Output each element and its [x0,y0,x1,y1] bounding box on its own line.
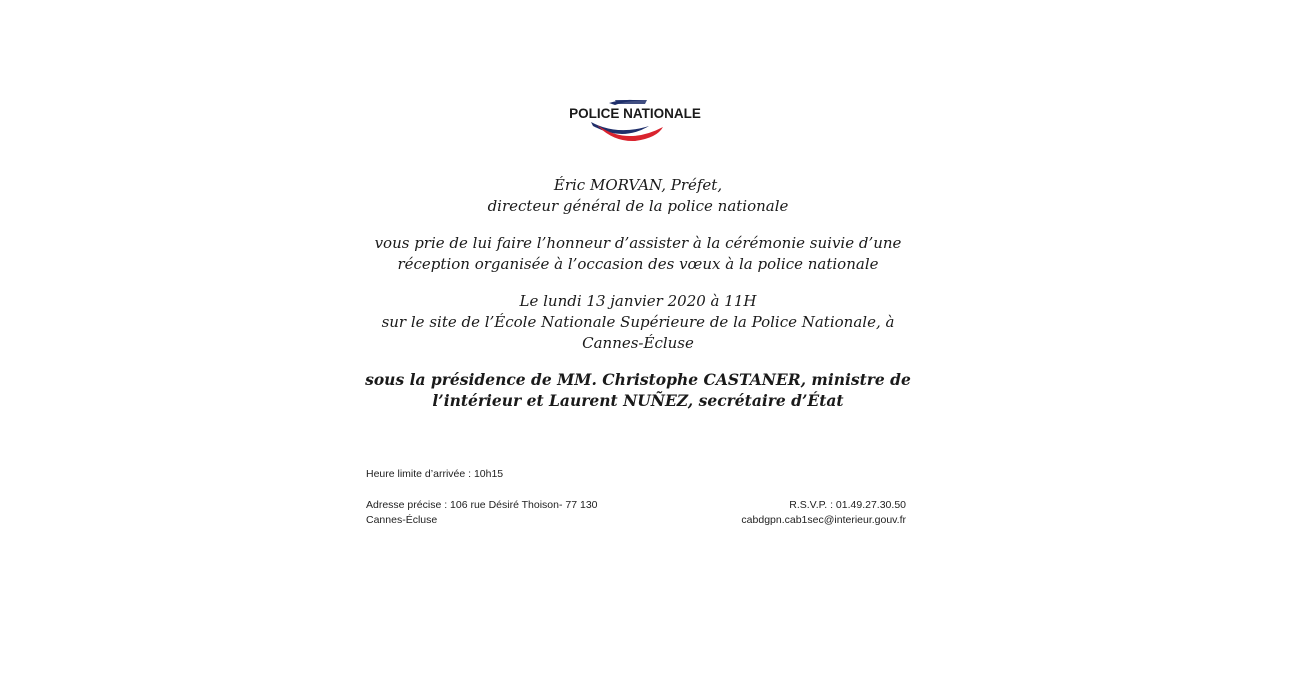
arrival-text: Heure limite d’arrivée : 10h15 [366,468,504,480]
address-section [366,498,598,528]
rsvp-section [741,498,906,528]
address-line-1: Adresse précise : 106 rue Désiré Thoison- 77 130 [366,499,598,511]
presidence-line-1: sous la présidence de MM. Christophe CASTANER, ministre de [365,370,911,389]
address-line-2: Cannes-Écluse [366,514,438,526]
request-line-2: réception organisée à l’occasion des vœux à la police nationale [397,255,879,273]
presidence-line-2: l’intérieur et Laurent NUÑEZ, secrétaire d’État [432,391,844,410]
rsvp-phone: R.S.V.P. : 01.49.27.30.50 [789,499,906,511]
rsvp-email: cabdgpn.cab1sec@interieur.gouv.fr [741,514,906,526]
logo-blue-lower-swoosh [591,122,649,134]
request-section [340,233,936,275]
logo-blue-bar [615,100,647,104]
presidence-section [340,369,936,411]
request-line-1: vous prie de lui faire l’honneur d’assister à la cérémonie suivie d’une [374,234,902,252]
police-nationale-logo [557,96,713,146]
police-nationale-logo-graphic [557,96,713,146]
arrival-deadline [366,467,503,482]
host-title-line: directeur général de la police nationale [487,197,789,215]
event-venue-line-1: sur le site de l’École Nationale Supérieure de la Police Nationale, à [381,313,895,331]
event-date: Le lundi 13 janvier 2020 à 11H [519,292,757,310]
event-venue-line-2: Cannes-Écluse [582,334,694,352]
event-section [340,291,936,354]
host-name-line: Éric MORVAN, Préfet, [553,176,723,194]
host-section [340,175,936,217]
logo-wordmark: POLICE NATIONALE [569,106,701,121]
